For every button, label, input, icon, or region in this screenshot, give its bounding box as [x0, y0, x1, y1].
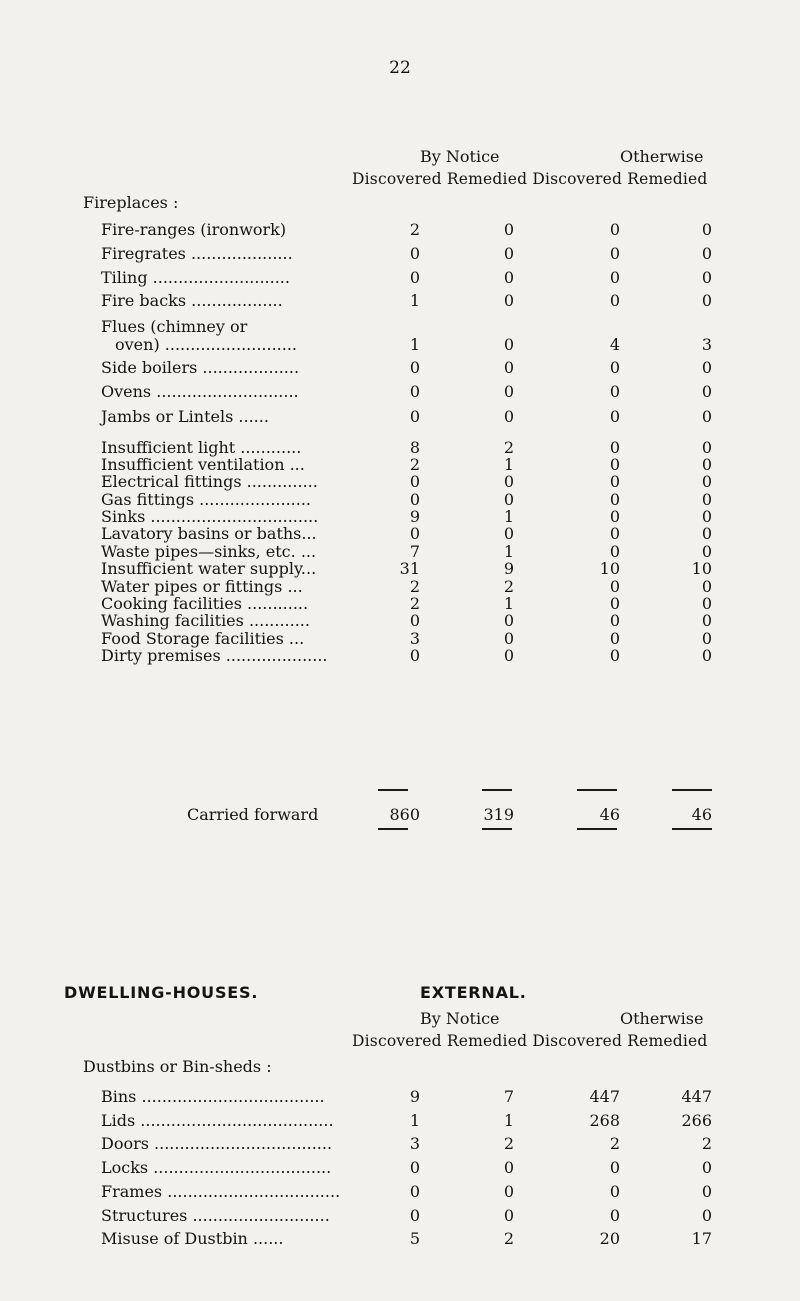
discovered-otherwise-value: 10: [599, 559, 620, 578]
remedied-otherwise-value: 0: [701, 358, 712, 377]
remedied-notice-value: 1: [503, 542, 514, 561]
discovered-notice-value: 1: [409, 335, 420, 354]
row-label: Washing facilities ............: [101, 611, 310, 630]
discovered-otherwise-value: 0: [609, 577, 620, 596]
remedied-otherwise-value: 10: [691, 559, 712, 578]
remedied-otherwise-value: 266: [681, 1111, 712, 1130]
row-label: Firegrates ....................: [101, 244, 293, 263]
remedied-otherwise-value: 0: [701, 524, 712, 543]
remedied-notice-value: 0: [503, 611, 514, 630]
row-label: Bins ....................................: [101, 1087, 325, 1106]
discovered-notice-value: 2: [409, 577, 420, 596]
row-label: Gas fittings ......................: [101, 490, 311, 509]
discovered-notice-value: 1: [409, 1111, 420, 1130]
table-row: [83, 559, 773, 579]
discovered-otherwise-value: 0: [609, 358, 620, 377]
table-row: [83, 472, 773, 492]
table-row: [83, 524, 773, 544]
remedied-notice-value: 0: [503, 358, 514, 377]
table-row: [83, 358, 773, 378]
row-label: Dirty premises ....................: [101, 646, 328, 665]
discovered-notice-value: 0: [409, 1206, 420, 1225]
row-label: Misuse of Dustbin ......: [101, 1229, 284, 1248]
total-rule-top-3: [577, 789, 617, 791]
remedied-otherwise-value: 0: [701, 407, 712, 426]
row-label: Doors ...................................: [101, 1134, 333, 1153]
row-label: Food Storage facilities ...: [101, 629, 305, 648]
remedied-notice-value: 0: [503, 382, 514, 401]
remedied-otherwise-value: 0: [701, 542, 712, 561]
column-subheader: Discovered Remedied Discovered Remedied: [352, 170, 708, 188]
discovered-notice-value: 2: [409, 220, 420, 239]
table-row: [83, 1229, 773, 1249]
table-row: [83, 646, 773, 666]
remedied-notice-value: 0: [503, 407, 514, 426]
row-label: Insufficient water supply...: [101, 559, 317, 578]
row-label: Tiling ...........................: [101, 268, 290, 287]
discovered-notice-value: 0: [409, 490, 420, 509]
remedied-otherwise-value: 0: [701, 1206, 712, 1225]
row-label: Fire-ranges (ironwork): [101, 220, 287, 239]
row-label: Water pipes or fittings ...: [101, 577, 303, 596]
discovered-notice-value: 2: [409, 455, 420, 474]
header-otherwise-2: Otherwise: [620, 1009, 704, 1028]
discovered-otherwise-value: 268: [589, 1111, 620, 1130]
row-label: Structures ...........................: [101, 1206, 330, 1225]
remedied-notice-value: 2: [503, 1229, 514, 1248]
discovered-otherwise-value: 20: [599, 1229, 620, 1248]
total-rule-top-4: [672, 789, 712, 791]
section-fireplaces: Fireplaces :: [83, 193, 179, 212]
remedied-notice-value: 0: [503, 646, 514, 665]
discovered-otherwise-value: 0: [609, 1158, 620, 1177]
discovered-otherwise-value: 0: [609, 629, 620, 648]
table-row: [83, 1134, 773, 1154]
total-label: Carried forward: [187, 805, 319, 824]
discovered-notice-value: 0: [409, 1158, 420, 1177]
discovered-otherwise-value: 0: [609, 244, 620, 263]
remedied-notice-value: 9: [503, 559, 514, 578]
remedied-notice-value: 0: [503, 268, 514, 287]
row-label: Fire backs ..................: [101, 291, 283, 310]
remedied-otherwise-value: 0: [701, 291, 712, 310]
row-label: Waste pipes—sinks, etc. ...: [101, 542, 317, 561]
table-row: [83, 382, 773, 402]
remedied-otherwise-value: 447: [681, 1087, 712, 1106]
discovered-otherwise-value: 0: [609, 268, 620, 287]
remedied-otherwise-value: 0: [701, 382, 712, 401]
table-row: [83, 335, 773, 355]
header-by-notice: By Notice: [420, 147, 500, 166]
total-remedied-otherwise: 46: [691, 805, 712, 824]
discovered-notice-value: 7: [409, 542, 420, 561]
remedied-otherwise-value: 0: [701, 490, 712, 509]
remedied-otherwise-value: 0: [701, 455, 712, 474]
remedied-otherwise-value: 0: [701, 629, 712, 648]
remedied-otherwise-value: 0: [701, 268, 712, 287]
discovered-notice-value: 5: [409, 1229, 420, 1248]
remedied-otherwise-value: 0: [701, 244, 712, 263]
discovered-otherwise-value: 0: [609, 472, 620, 491]
row-label: Electrical fittings ..............: [101, 472, 318, 491]
discovered-notice-value: 1: [409, 291, 420, 310]
discovered-otherwise-value: 0: [609, 438, 620, 457]
remedied-otherwise-value: 0: [701, 438, 712, 457]
discovered-notice-value: 2: [409, 594, 420, 613]
remedied-otherwise-value: 0: [701, 507, 712, 526]
row-label: Ovens ............................: [101, 382, 299, 401]
table-row: [83, 268, 773, 288]
discovered-otherwise-value: 0: [609, 407, 620, 426]
total-rule-bottom-4: [672, 828, 712, 830]
remedied-notice-value: 0: [503, 220, 514, 239]
discovered-notice-value: 3: [409, 629, 420, 648]
row-label: Lavatory basins or baths...: [101, 524, 317, 543]
remedied-otherwise-value: 17: [691, 1229, 712, 1248]
remedied-notice-value: 0: [503, 629, 514, 648]
remedied-notice-value: 1: [503, 507, 514, 526]
discovered-otherwise-value: 0: [609, 542, 620, 561]
discovered-notice-value: 0: [409, 524, 420, 543]
table-row: [83, 1158, 773, 1178]
remedied-otherwise-value: 0: [701, 472, 712, 491]
discovered-notice-value: 0: [409, 382, 420, 401]
table-row: [83, 1182, 773, 1202]
discovered-otherwise-value: 0: [609, 382, 620, 401]
discovered-otherwise-value: 0: [609, 611, 620, 630]
discovered-notice-value: 9: [409, 1087, 420, 1106]
discovered-notice-value: 8: [409, 438, 420, 457]
remedied-notice-value: 1: [503, 455, 514, 474]
remedied-notice-value: 0: [503, 1158, 514, 1177]
remedied-notice-value: 1: [503, 1111, 514, 1130]
remedied-notice-value: 0: [503, 1206, 514, 1225]
table-row: [83, 291, 773, 311]
discovered-notice-value: 0: [409, 1182, 420, 1201]
row-label: Insufficient light ............: [101, 438, 302, 457]
page-number: 22: [389, 58, 411, 78]
remedied-notice-value: 0: [503, 291, 514, 310]
remedied-otherwise-value: 3: [701, 335, 712, 354]
discovered-notice-value: 0: [409, 268, 420, 287]
row-label: Side boilers ...................: [101, 358, 300, 377]
discovered-notice-value: 0: [409, 646, 420, 665]
row-label: Frames ..................................: [101, 1182, 341, 1201]
row-label: Cooking facilities ............: [101, 594, 309, 613]
header-by-notice-2: By Notice: [420, 1009, 500, 1028]
row-label: Sinks .................................: [101, 507, 319, 526]
discovered-otherwise-value: 4: [609, 335, 620, 354]
discovered-notice-value: 9: [409, 507, 420, 526]
remedied-notice-value: 0: [503, 244, 514, 263]
table-row: [83, 407, 773, 427]
remedied-notice-value: 7: [503, 1087, 514, 1106]
remedied-notice-value: 2: [503, 577, 514, 596]
total-rule-bottom-3: [577, 828, 617, 830]
discovered-notice-value: 3: [409, 1134, 420, 1153]
table-row: [83, 611, 773, 631]
total-rule-top-1: [378, 789, 408, 791]
remedied-notice-value: 0: [503, 1182, 514, 1201]
discovered-notice-value: 0: [409, 472, 420, 491]
discovered-notice-value: 0: [409, 611, 420, 630]
header-otherwise: Otherwise: [620, 147, 704, 166]
discovered-otherwise-value: 0: [609, 646, 620, 665]
discovered-otherwise-value: 447: [589, 1087, 620, 1106]
row-label: Jambs or Lintels ......: [101, 407, 269, 426]
column-subheader-2: Discovered Remedied Discovered Remedied: [352, 1032, 708, 1050]
table-row: [83, 1111, 773, 1131]
table-row: [83, 1206, 773, 1226]
section-dustbins: Dustbins or Bin-sheds :: [83, 1057, 272, 1076]
row-label: Insufficient ventilation ...: [101, 455, 305, 474]
row-label: Lids ......................................: [101, 1111, 334, 1130]
remedied-notice-value: 0: [503, 472, 514, 491]
discovered-notice-value: 0: [409, 407, 420, 426]
discovered-otherwise-value: 0: [609, 524, 620, 543]
remedied-otherwise-value: 0: [701, 1182, 712, 1201]
remedied-otherwise-value: 0: [701, 611, 712, 630]
remedied-otherwise-value: 0: [701, 1158, 712, 1177]
discovered-otherwise-value: 0: [609, 220, 620, 239]
discovered-otherwise-value: 0: [609, 455, 620, 474]
discovered-notice-value: 31: [399, 559, 420, 578]
row-label: oven) ..........................: [115, 335, 298, 354]
discovered-otherwise-value: 0: [609, 594, 620, 613]
total-remedied-notice: 319: [483, 805, 514, 824]
total-rule-bottom-2: [482, 828, 512, 830]
table-row: [83, 317, 773, 337]
discovered-otherwise-value: 2: [609, 1134, 620, 1153]
heading-external: EXTERNAL.: [420, 983, 527, 1002]
remedied-notice-value: 0: [503, 524, 514, 543]
discovered-otherwise-value: 0: [609, 490, 620, 509]
row-label: Locks ...................................: [101, 1158, 332, 1177]
discovered-notice-value: 0: [409, 358, 420, 377]
remedied-notice-value: 2: [503, 1134, 514, 1153]
total-row: [83, 805, 773, 825]
discovered-otherwise-value: 0: [609, 507, 620, 526]
discovered-otherwise-value: 0: [609, 291, 620, 310]
remedied-otherwise-value: 0: [701, 646, 712, 665]
row-label: Flues (chimney or: [101, 317, 248, 336]
table-row: [83, 220, 773, 240]
remedied-otherwise-value: 0: [701, 594, 712, 613]
remedied-otherwise-value: 2: [701, 1134, 712, 1153]
total-rule-bottom-1: [378, 828, 408, 830]
remedied-notice-value: 1: [503, 594, 514, 613]
remedied-otherwise-value: 0: [701, 577, 712, 596]
remedied-notice-value: 0: [503, 490, 514, 509]
heading-dwelling-houses: DWELLING-HOUSES.: [64, 983, 259, 1002]
discovered-otherwise-value: 0: [609, 1182, 620, 1201]
table-row: [83, 1087, 773, 1107]
table-row: [83, 244, 773, 264]
remedied-notice-value: 2: [503, 438, 514, 457]
remedied-otherwise-value: 0: [701, 220, 712, 239]
total-discovered-otherwise: 46: [599, 805, 620, 824]
discovered-notice-value: 0: [409, 244, 420, 263]
total-rule-top-2: [482, 789, 512, 791]
remedied-notice-value: 0: [503, 335, 514, 354]
total-discovered-notice: 860: [389, 805, 420, 824]
discovered-otherwise-value: 0: [609, 1206, 620, 1225]
